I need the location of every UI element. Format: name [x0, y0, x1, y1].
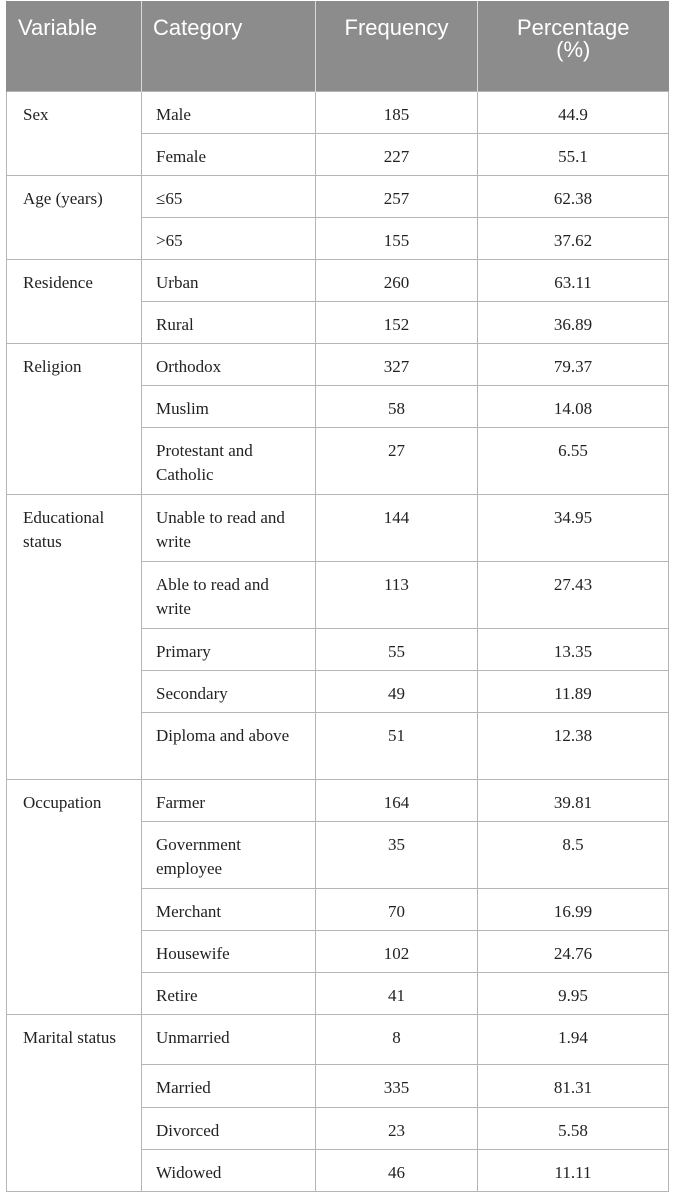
percentage-cell: 36.89: [478, 302, 669, 344]
percentage-cell: 81.31: [478, 1065, 669, 1108]
category-cell: Orthodox: [142, 344, 316, 386]
frequency-cell: 113: [316, 562, 478, 629]
table-row: [7, 260, 669, 302]
category-cell: Secondary: [142, 671, 316, 713]
percentage-cell: 11.11: [478, 1150, 669, 1192]
percentage-cell: 44.9: [478, 92, 669, 134]
header-category: Category: [142, 1, 316, 92]
percentage-cell: 16.99: [478, 889, 669, 931]
frequency-cell: 58: [316, 386, 478, 428]
frequency-cell: 327: [316, 344, 478, 386]
category-cell: Retire: [142, 973, 316, 1015]
category-cell: Unmarried: [142, 1015, 316, 1065]
variable-cell: Educational status: [7, 495, 142, 780]
category-cell: Merchant: [142, 889, 316, 931]
variable-cell: Sex: [7, 92, 142, 176]
percentage-cell: 8.5: [478, 822, 669, 889]
percentage-cell: 55.1: [478, 134, 669, 176]
header-variable: Variable: [7, 1, 142, 92]
frequency-cell: 46: [316, 1150, 478, 1192]
category-cell: Diploma and above: [142, 713, 316, 780]
percentage-cell: 39.81: [478, 780, 669, 822]
category-cell: Urban: [142, 260, 316, 302]
category-cell: Primary: [142, 629, 316, 671]
frequency-cell: 49: [316, 671, 478, 713]
frequency-cell: 260: [316, 260, 478, 302]
frequency-cell: 144: [316, 495, 478, 562]
category-cell: >65: [142, 218, 316, 260]
category-cell: Male: [142, 92, 316, 134]
header-percentage: [478, 1, 669, 92]
percentage-cell: 62.38: [478, 176, 669, 218]
frequency-cell: 155: [316, 218, 478, 260]
variable-cell: Residence: [7, 260, 142, 344]
percentage-cell: 5.58: [478, 1108, 669, 1150]
percentage-cell: 63.11: [478, 260, 669, 302]
category-cell: Housewife: [142, 931, 316, 973]
category-cell: Widowed: [142, 1150, 316, 1192]
percentage-cell: 11.89: [478, 671, 669, 713]
frequency-cell: 35: [316, 822, 478, 889]
table-row: [7, 1015, 669, 1065]
category-cell: Muslim: [142, 386, 316, 428]
table-row: [7, 344, 669, 386]
percentage-cell: 9.95: [478, 973, 669, 1015]
frequency-cell: 257: [316, 176, 478, 218]
header-row: [7, 1, 669, 92]
frequency-cell: 164: [316, 780, 478, 822]
frequency-cell: 41: [316, 973, 478, 1015]
category-cell: Female: [142, 134, 316, 176]
table-row: [7, 176, 669, 218]
percentage-cell: 12.38: [478, 713, 669, 780]
frequency-cell: 70: [316, 889, 478, 931]
category-cell: ≤65: [142, 176, 316, 218]
frequency-cell: 8: [316, 1015, 478, 1065]
header-percentage-line2: (%): [556, 37, 591, 62]
percentage-cell: 37.62: [478, 218, 669, 260]
category-cell: Farmer: [142, 780, 316, 822]
frequency-cell: 227: [316, 134, 478, 176]
header-frequency: Frequency: [316, 1, 478, 92]
percentage-cell: 1.94: [478, 1015, 669, 1065]
category-cell: Able to read and write: [142, 562, 316, 629]
percentage-cell: 6.55: [478, 428, 669, 495]
percentage-cell: 13.35: [478, 629, 669, 671]
variable-cell: Religion: [7, 344, 142, 495]
data-table: [6, 1, 669, 1192]
table-row: [7, 92, 669, 134]
percentage-cell: 14.08: [478, 386, 669, 428]
table-row: [7, 495, 669, 562]
category-cell: Government employee: [142, 822, 316, 889]
frequency-cell: 27: [316, 428, 478, 495]
frequency-cell: 55: [316, 629, 478, 671]
frequency-cell: 51: [316, 713, 478, 780]
variable-cell: Occupation: [7, 780, 142, 1015]
variable-cell: Marital status: [7, 1015, 142, 1192]
percentage-cell: 79.37: [478, 344, 669, 386]
table-row: [7, 780, 669, 822]
variable-cell: Age (years): [7, 176, 142, 260]
category-cell: Protestant and Catholic: [142, 428, 316, 495]
category-cell: Married: [142, 1065, 316, 1108]
frequency-cell: 152: [316, 302, 478, 344]
category-cell: Unable to read and write: [142, 495, 316, 562]
category-cell: Divorced: [142, 1108, 316, 1150]
frequency-cell: 185: [316, 92, 478, 134]
frequency-cell: 23: [316, 1108, 478, 1150]
percentage-cell: 27.43: [478, 562, 669, 629]
header-percentage-line1: Percentage: [516, 15, 630, 40]
percentage-cell: 24.76: [478, 931, 669, 973]
frequency-cell: 102: [316, 931, 478, 973]
percentage-cell: 34.95: [478, 495, 669, 562]
category-cell: Rural: [142, 302, 316, 344]
frequency-cell: 335: [316, 1065, 478, 1108]
